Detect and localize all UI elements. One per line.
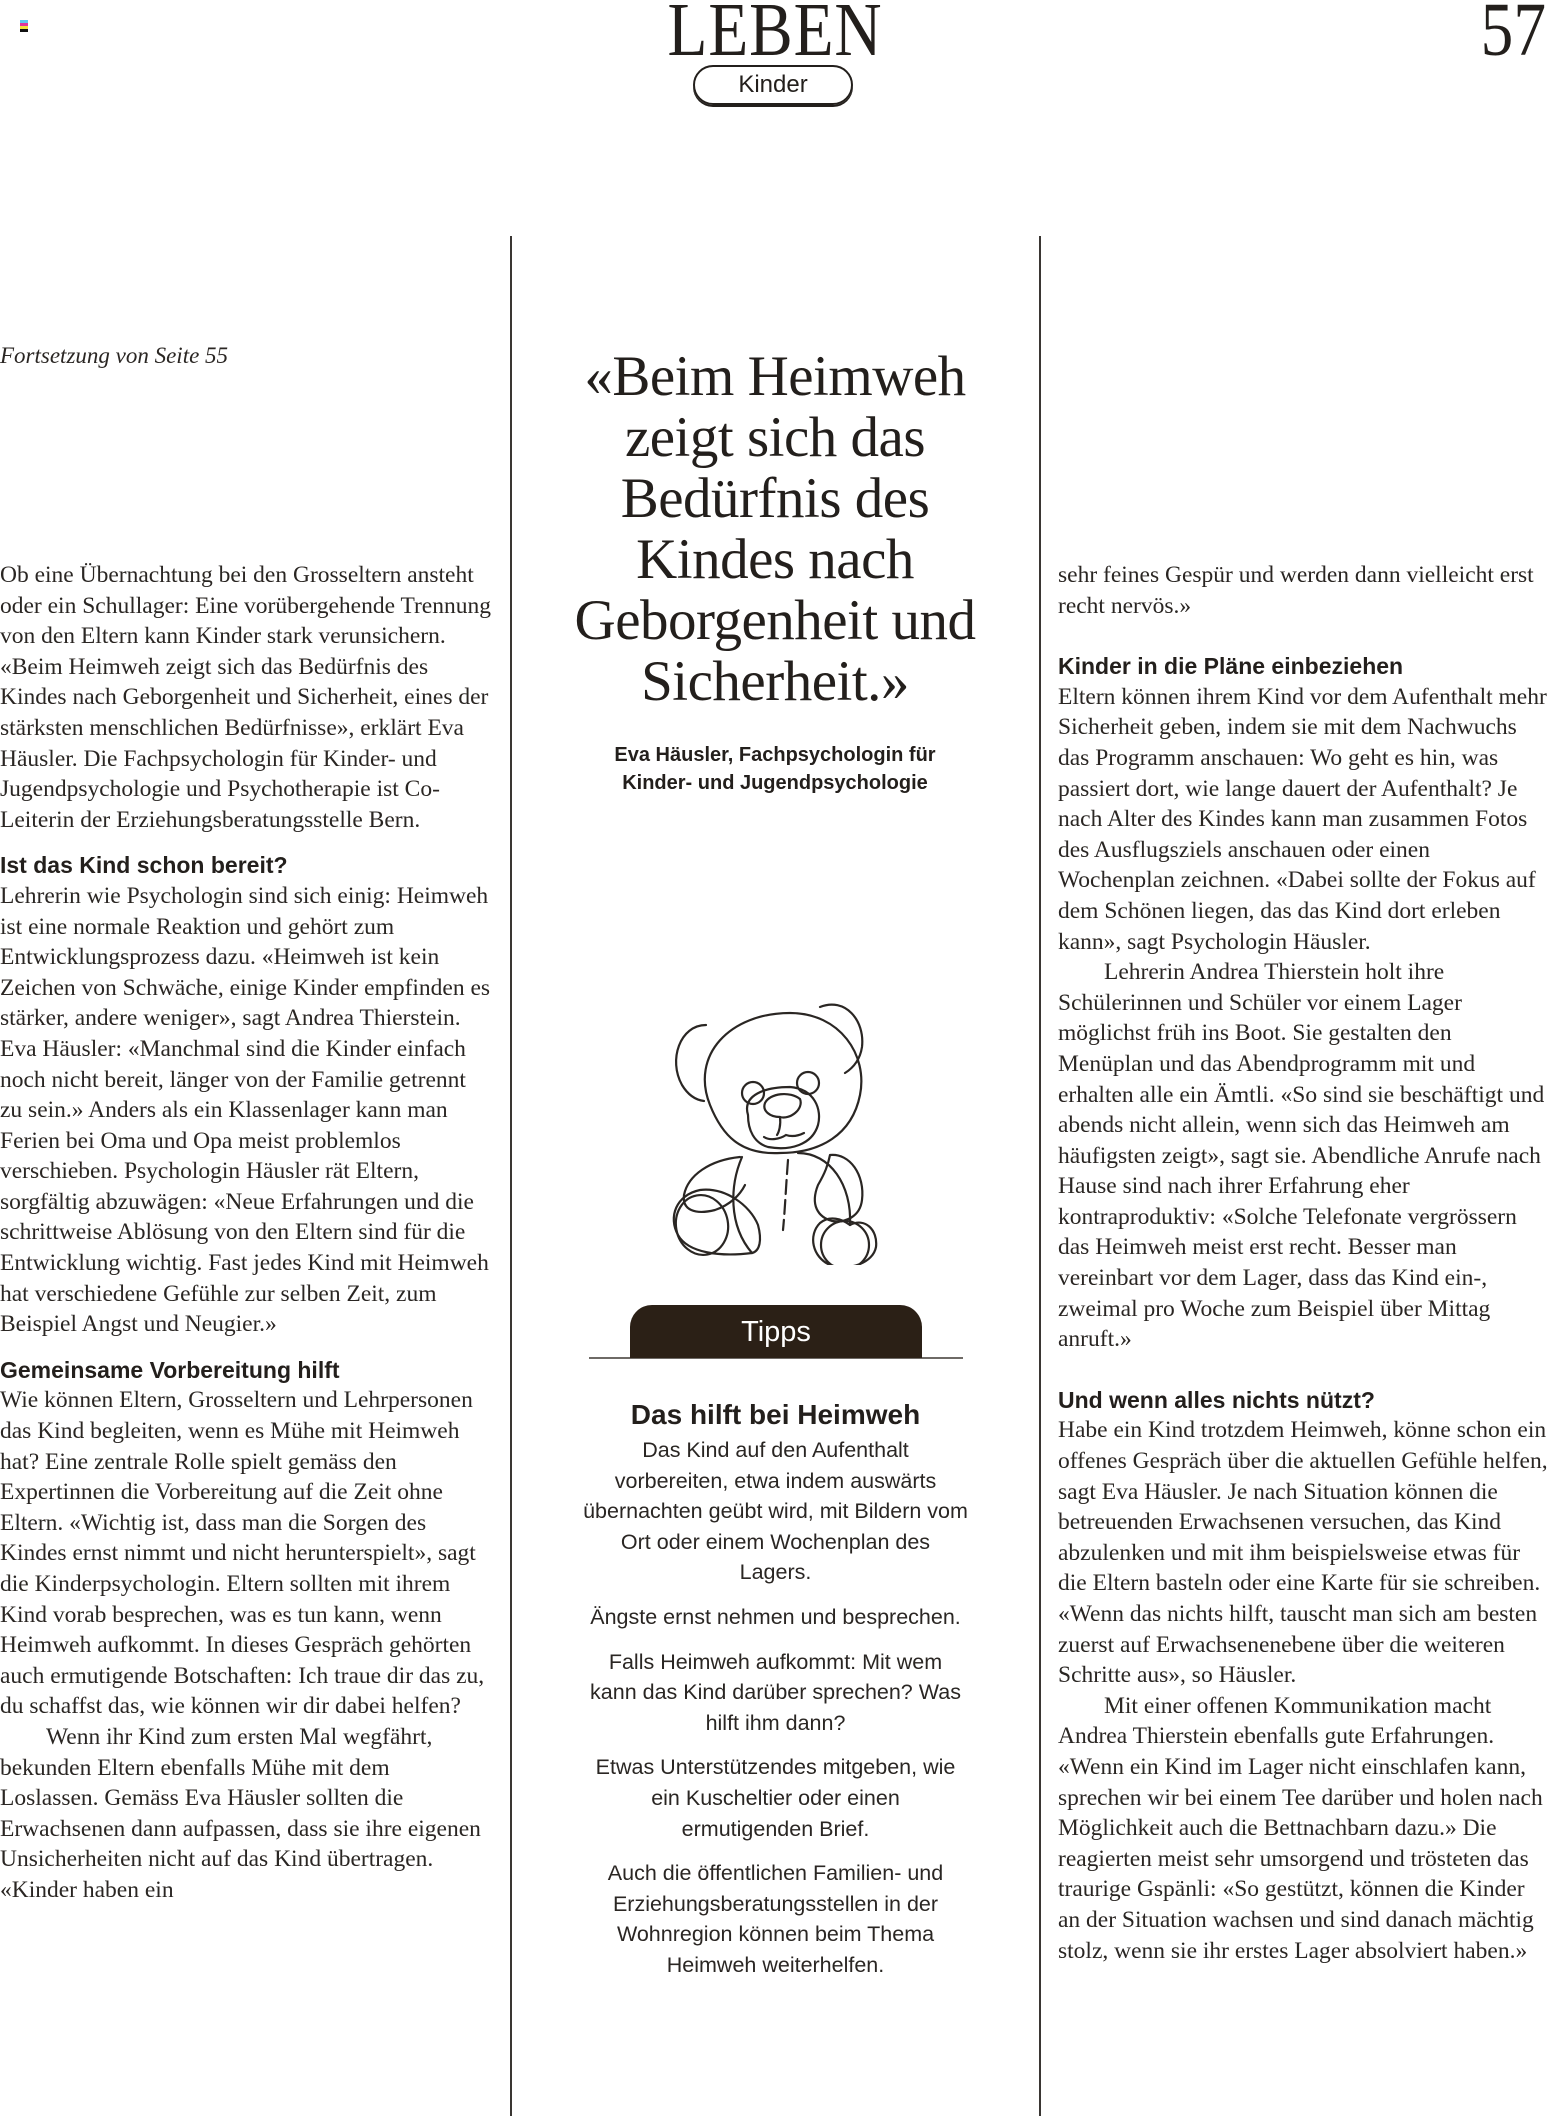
body-paragraph: Lehrerin wie Psychologin sind sich einig: Heimweh ist eine normale Reaktion und gehört zum Entwicklungsprozess dazu. «Heimweh ist kein Zeichen von Schwäche, einige Kinder empfinden es stärker, andere weniger», sagt Andrea Thierstein. Eva Häusler: «Manchmal sind die Kinder einfach noch nicht bereit, länger von der Familie getrennt zu sein.» Anders als ein Klassenlager kann man Ferien bei Oma und Opa meist problemlos verschieben. Psychologin Häusler rät Eltern, sorgfältig abzuwägen: «Neue Erfahrungen und die schrittweise Ablösung von den Eltern sind für die Entwicklung wichtig. Fast jedes Kind mit Heimweh hat verschiedene Gefühle zur selben Zeit, zum Beispiel Angst und Neugier.» xyxy=(0,882,491,1338)
tip-item: Auch die öffentlichen Familien- und Erziehungsberatungsstellen in der Wohnregion können beim Thema Heimweh weiterhelfen. xyxy=(607,1861,944,1977)
body-paragraph: Wie können Eltern, Grosseltern und Lehrpersonen das Kind begleiten, wenn es Mühe mit Heimweh hat? Eine zentrale Rolle spielt gemäss den Expertinnen die Vorbereitung auf die Zeit ohne Eltern. «Wichtig ist, dass man die Sorgen des Kindes ernst nimmt und nicht herunterspielt», sagt die Kinderpsychologin. Eltern sollten mit ihrem Kind vorab besprechen, was es tun kann, wenn Heimweh aufkommt. In dieses Gespräch gehörten auch ermutigende Botschaften: Ich traue dir das zu, du schaffst das, wie können wir dir dabei helfen? xyxy=(0,1387,485,1720)
black-mark xyxy=(20,29,28,32)
body-paragraph: Wenn ihr Kind zum ersten Mal wegfährt, bekunden Eltern ebenfalls Mühe mit dem Loslassen. Gemäss Eva Häusler sollten die Erwachsenen dann aufpassen, dass sie ihre eigenen Unsicherheiten nicht auf das Kind übertragen. «Kinder haben ein xyxy=(0,1723,481,1903)
page-number: 57 xyxy=(1480,0,1546,72)
quote-attribution-line: Eva Häusler, Fachpsychologin für xyxy=(614,744,936,766)
section-heading: Und wenn alles nichts nützt? xyxy=(1058,1386,1375,1413)
body-paragraph: Eltern können ihrem Kind vor dem Aufenthalt mehr Sicherheit geben, indem sie mit dem Nachwuchs das Programm anschauen: Wo geht es hin, was passiert dort, wie lange dauert der Aufenthalt? Je nach Alter des Kindes kann man zusammen Fotos des Ausflugsziels anschauen oder einen Wochenplan zeichnen. «Dabei sollte der Fokus auf dem Schönen liegen, das das Kind dort erleben kann», sagt Psychologin Häusler. xyxy=(1058,683,1547,955)
section-heading: Ist das Kind schon bereit? xyxy=(0,852,288,879)
right-column-body xyxy=(1058,560,1550,1966)
tip-item: Das Kind auf den Aufenthalt vorbereiten, etwa indem auswärts übernachten geübt wird, mit Bildern vom Ort oder einem Wochenplan des Lagers. xyxy=(583,1438,968,1585)
print-registration-marks xyxy=(20,20,28,32)
teddy-bear-icon xyxy=(640,985,920,1265)
body-paragraph: Mit einer offenen Kommunikation macht Andrea Thierstein ebenfalls gute Erfahrungen. «Wenn ein Kind im Lager nicht einschlafen kann, sprechen wir bei einem Tee darüber und holen nach Möglichkeit auch die Bettnachbarn dazu.» Die reagierten meist sehr umsorgend und trösteten das traurige Gspänli: «So gestützt, können die Kinder an der Situation wachsen und sind danach mächtig stolz, wenn sie ihr erstes Lager absolviert haben.» xyxy=(1058,1692,1543,1964)
quote-attribution xyxy=(560,741,990,797)
quote-attribution-line: Kinder- und Jugendpsychologie xyxy=(622,772,928,794)
tip-item: Ängste ernst nehmen und besprechen. xyxy=(590,1604,961,1629)
tips-heading: Das hilft bei Heimweh xyxy=(630,1399,921,1430)
tip-item: Falls Heimweh aufkommt: Mit wem kann das Kind darüber sprechen? Was hilft ihm dann? xyxy=(590,1649,961,1735)
pull-quote: «Beim Heimweh zeigt sich das Bedürfnis des Kindes nach Geborgenheit und Sicherheit.» xyxy=(574,345,976,713)
section-heading: Gemeinsame Vorbereitung hilft xyxy=(0,1356,340,1383)
tips-tab: Tipps xyxy=(630,1305,922,1358)
subsection-badge: Kinder xyxy=(693,65,853,105)
body-paragraph: sehr feines Gespür und werden dann vielleicht erst recht nervös.» xyxy=(1058,562,1534,619)
intro-paragraph: Ob eine Übernachtung bei den Grosseltern ansteht oder ein Schullager: Eine vorübergehende Trennung von den Eltern kann Kinder stark verunsichern. «Beim Heimweh zeigt sich das Bedürfnis des Kindes nach Geborgenheit und Sicherheit, eines der stärksten menschlichen Bedürfnisse», erklärt Eva Häusler. Die Fachpsychologin für Kinder- und Jugendpsychologie und Psychotherapie ist Co-Leiterin der Erziehungsberatungsstelle Bern. xyxy=(0,562,491,833)
column-divider-right xyxy=(1039,236,1041,2116)
column-divider-left xyxy=(510,236,512,2116)
continuation-kicker: Fortsetzung von Seite 55 xyxy=(0,343,229,368)
section-title: LEBEN xyxy=(667,0,883,72)
tip-item: Etwas Unterstützendes mitgeben, wie ein Kuscheltier oder einen ermutigenden Brief. xyxy=(595,1755,956,1841)
left-column xyxy=(0,343,492,369)
section-heading: Kinder in die Pläne einbeziehen xyxy=(1058,653,1404,680)
tips-box xyxy=(583,1395,968,1995)
body-paragraph: Habe ein Kind trotzdem Heimweh, könne schon ein offenes Gespräch über die aktuellen Gefühle helfen, sagt Eva Häusler. Je nach Situation können die betreuenden Erwachsenen versuchen, das Kind abzulenken und mit ihm beispielsweise etwas für die Eltern basteln oder eine Karte für sie schreiben. «Wenn das nichts hilft, tauscht man sich am besten zuerst auf Erwachsenenebene über die weiteren Schritte aus», so Häusler. xyxy=(1058,1417,1548,1689)
body-paragraph: Lehrerin Andrea Thierstein holt ihre Schülerinnen und Schüler vor einem Lager möglichst früh ins Boot. Sie gestalten den Menüplan und das Abendprogramm mit und erhalten alle ein Ämtli. «So sind sie beschäftigt und abends nicht allein, wenn sich das Heimweh am häufigsten zeigt», sagt sie. Abendliche Anrufe nach Hause sind nach ihrer Erfahrung eher kontraproduktiv: «Solche Telefonate vergrössern das Heimweh meist erst recht. Besser man vereinbart vor dem Lager, dass das Kind ein-, zweimal pro Woche zum Beispiel über Mittag anruft.» xyxy=(1058,959,1545,1353)
left-column-body xyxy=(0,560,492,1906)
